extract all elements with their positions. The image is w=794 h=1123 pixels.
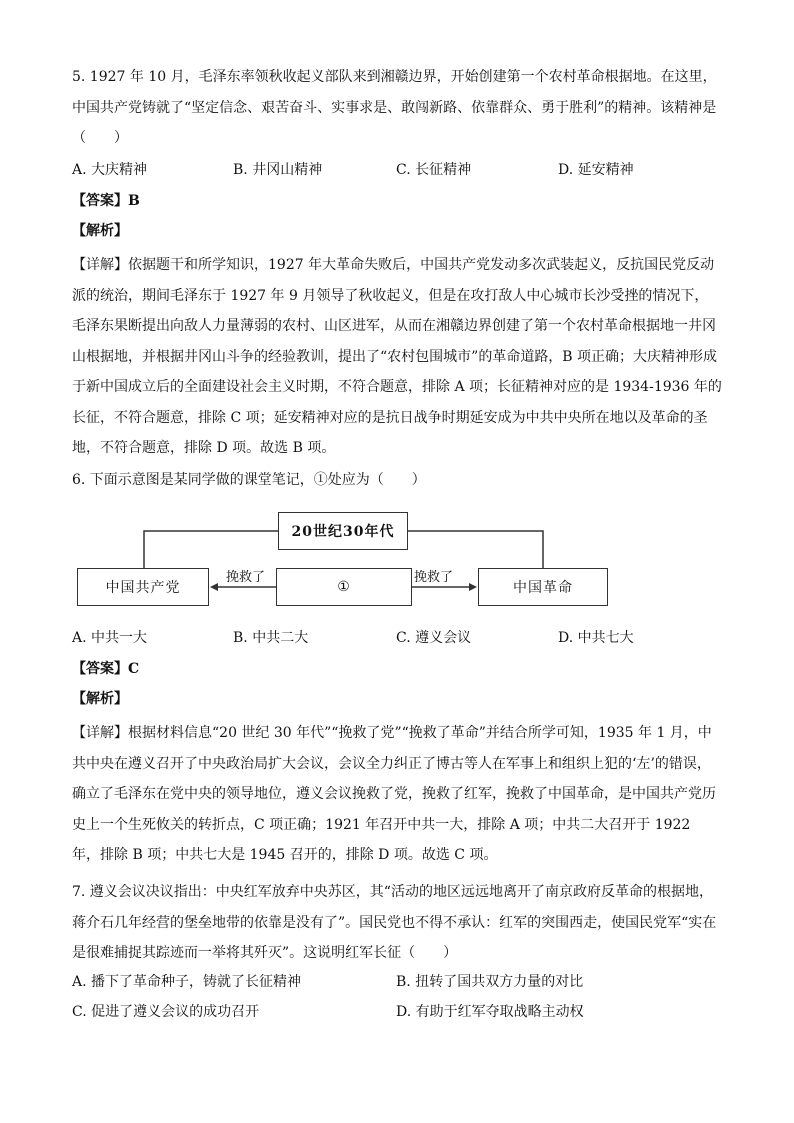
q5-answer: 【答案】B [72, 193, 140, 209]
q6-option-b: B. 中共二大 [233, 630, 309, 646]
connector-right-line [408, 531, 543, 568]
q5-option-a: A. 大庆精神 [72, 162, 148, 178]
question-7-stem: 7. 遵义会议决议指出：中央红军放弃中央苏区，其“活动的地区远远地离开了南京政府反革命的根据地，蒋介石几年经营的堡垒地带的依靠是没有了”。国民党也不得不承认：红军的突围西走，使国民党军“实在是很难捕捉其踪迹而一举将其歼灭”。这说明红军长征（ ） [72, 884, 717, 961]
q5-detail: 【详解】依据题干和所学知识，1927 年大革命失败后，中国共产党发动多次武装起义，反抗国民党反动派的统治，期间毛泽东于 1927 年 9 月领导了秋收起义，但是在攻打敌人中心城市长沙受挫的情况下，毛泽东果断提出向敌人力量薄弱的农村、山区进军，从而在湘赣边界创建了第一个农村革命根据地一井冈山根据地，并根据井冈山斗争的经验教训，提出了“农村包围城市”的革命道路，B 项正确；大庆精神形成于新中国成立后的全面建设社会主义时期，不符合题意，排除 A 项；长征精神对应的是 1934-1936 年的长征，不符合题意，排除 C 项；延安精神对应的是抗日战争时期延安成为中共中央所在地以及革命的圣地，不符合题意，排除 D 项。故选 B 项。 [72, 257, 722, 456]
q6-analysis-label: 【解析】 [72, 691, 128, 707]
q5-option-b: B. 井冈山精神 [233, 162, 323, 178]
q5-option-d: D. 延安精神 [558, 162, 634, 178]
q7-option-d: D. 有助于红军夺取战略主动权 [396, 1004, 584, 1020]
arrow-label-right: 挽救了 [414, 570, 454, 585]
diagram-box-party: 中国共产党 [77, 568, 209, 606]
diagram-box-era: 20世纪30年代 [278, 512, 408, 550]
q5-analysis-label: 【解析】 [72, 223, 128, 239]
connector-left-line [144, 531, 278, 568]
q5-option-c: C. 长征精神 [396, 162, 472, 178]
q6-option-c: C. 遵义会议 [396, 630, 472, 646]
q6-answer: 【答案】C [72, 661, 140, 677]
q6-option-a: A. 中共一大 [72, 630, 148, 646]
arrow-to-revolution-head [469, 583, 477, 591]
q7-option-b: B. 扭转了国共双方力量的对比 [396, 974, 584, 990]
q6-detail: 【详解】根据材料信息“20 世纪 30 年代”“挽救了党”“挽救了革命”并结合所学可知，1935 年 1 月，中共中央在遵义召开了中央政治局扩大会议，会议全力纠正了博古等人在军事上和组织上犯的‘左’的错误，确立了毛泽东在党中央的领导地位，遵义会议挽救了党，挽救了红军，挽救了中国革命，是中国共产党历史上一个生死攸关的转折点，C 项正确；1921 年召开中共一大，排除 A 项；中共二大召开于 1922 年，排除 B 项；中共七大是 1945 召开的，排除 D 项。故选 C 项。 [72, 725, 716, 863]
question-6-stem: 6. 下面示意图是某同学做的课堂笔记，①处应为（ ） [72, 472, 426, 488]
arrow-label-left: 挽救了 [226, 570, 266, 585]
diagram-box-blank: ① [276, 568, 412, 606]
diagram-box-revolution: 中国革命 [478, 568, 608, 606]
question-5-stem: 5. 1927 年 10 月，毛泽东率领秋收起义部队来到湘赣边界，开始创建第一个农村革命根据地。在这里，中国共产党铸就了“坚定信念、艰苦奋斗、实事求是、敢闯新路、依靠群众、勇于胜利”的精神。该精神是（ ） [72, 69, 717, 146]
q7-option-c: C. 促进了遵义会议的成功召开 [72, 1004, 260, 1020]
class-notes-diagram [76, 512, 573, 608]
q7-option-a: A. 播下了革命种子，铸就了长征精神 [72, 974, 302, 990]
q6-option-d: D. 中共七大 [558, 630, 634, 646]
arrow-to-party-head [210, 583, 218, 591]
